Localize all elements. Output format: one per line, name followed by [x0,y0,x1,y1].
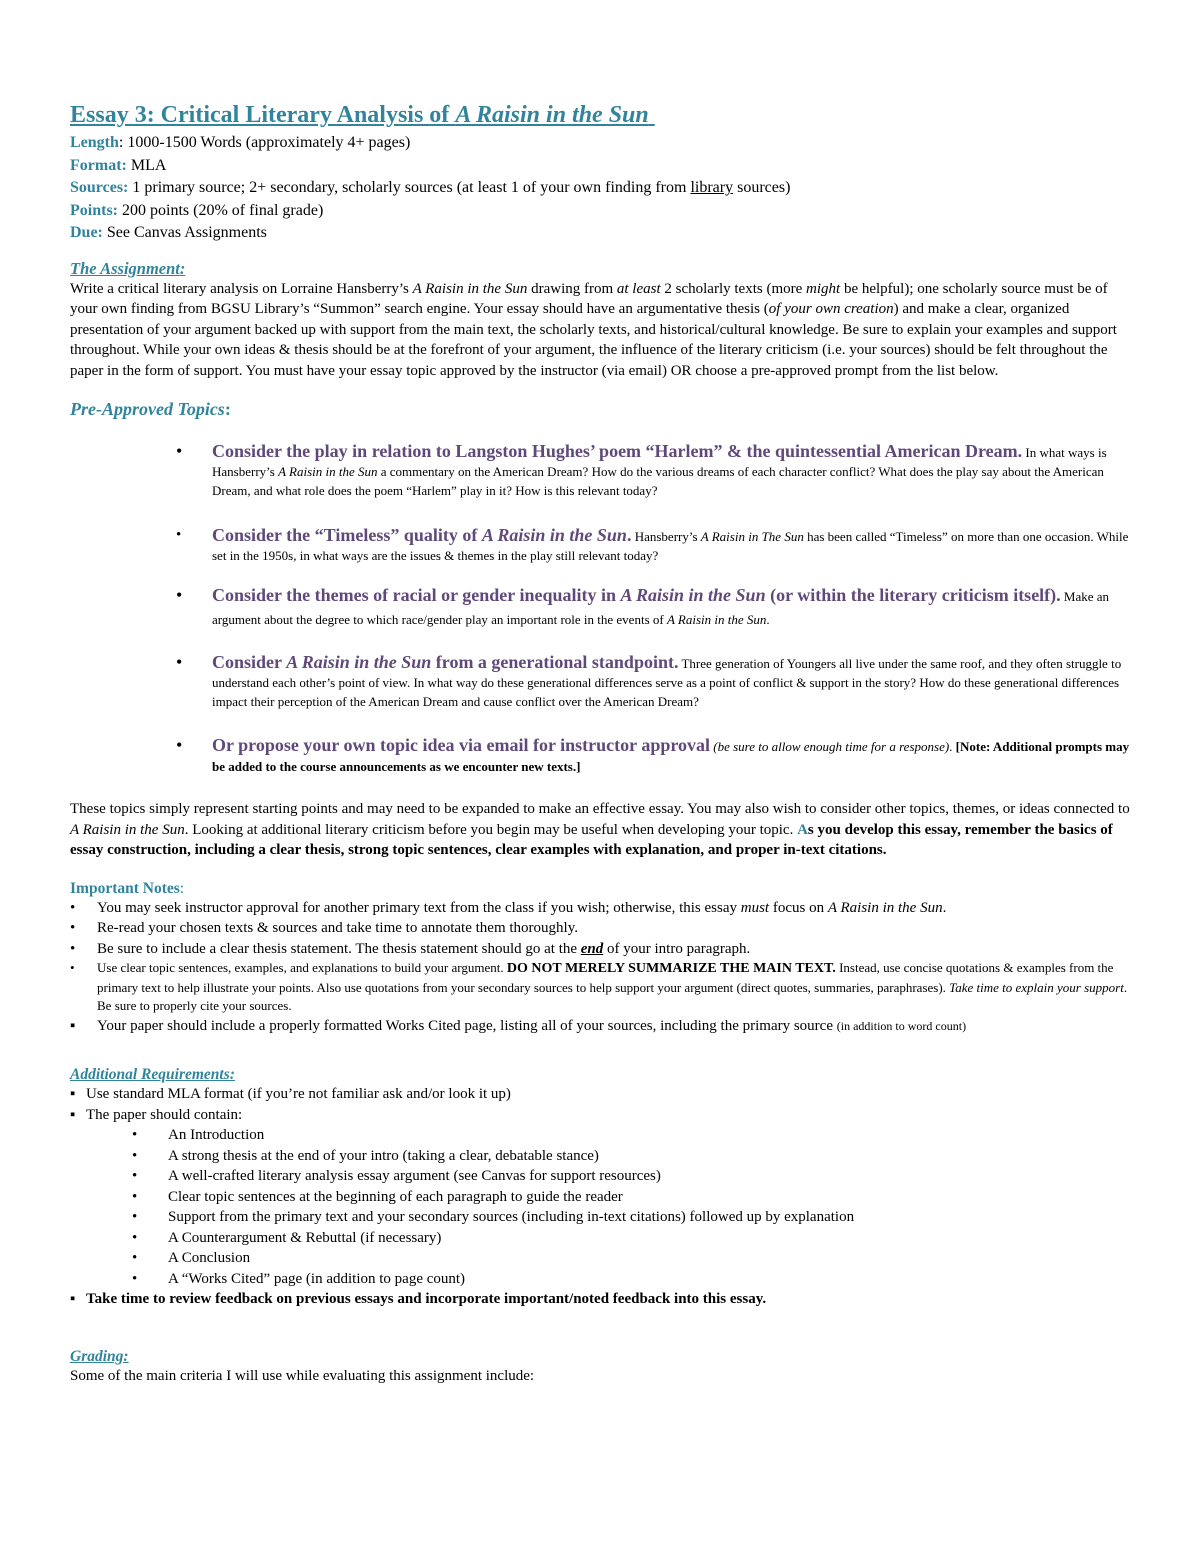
assignment-section [70,259,1130,382]
bullet-icon: • [176,527,182,543]
topic-item: • Consider the themes of racial or gender inequality in A Raisin in the Sun (or within the literary criticism itself). Make an argument about the degree to which race/gender play an important role in the events of A Raisin in the Sun. [176,585,1110,627]
grading-heading: Grading: [70,1347,129,1365]
meta-points: Points: 200 points (20% of final grade) [70,201,324,219]
topic-item: • Consider the play in relation to Langston Hughes’ poem “Harlem” & the quintessential American Dream. In what ways is Hansberry’s A Raisin in the Sun a commentary on the American Dream? How do the various dreams of each character conflict? What does the play say about the American Dream, and what role does the poem “Harlem” play in it? How is this relevant today? [176,441,1107,498]
note-item: • Re-read your chosen texts & sources and take time to annotate them thoroughly. [70,920,578,936]
notes-heading: Important Notes: [70,879,185,897]
topics-list [70,442,1130,777]
assignment-meta [70,132,1130,245]
notes-section [70,880,1130,1037]
note-item: • Use clear topic sentences, examples, and explanations to build your argument. DO NOT MERELY SUMMARIZE THE MAIN TEXT. Instead, use concise quotations & examples from the primary text to help illustrate your points. Also use quotations from your secondary sources to help support your argument (direct quotes, summaries, paraphrases). Take time to explain your support. Be sure to properly cite your sources. [70,960,1128,1013]
note-item: ▪ Your paper should include a properly formatted Works Cited page, listing all of your sources, including the primary source (in addition to word count) [70,1017,967,1034]
note-item: • Be sure to include a clear thesis statement. The thesis statement should go at the end of your intro paragraph. [70,940,751,957]
requirement-item: ▪ Use standard MLA format (if you’re not familiar ask and/or look it up) [70,1086,511,1102]
additional-heading: Additional Requirements: [70,1066,235,1083]
notes-list [70,898,1130,1037]
note-item: • You may seek instructor approval for another primary text from the class if you wish; otherwise, this essay must focus on A Raisin in the Sun. [70,899,947,916]
meta-format: Format: MLA [70,156,167,174]
additional-list [70,1084,1130,1125]
bullet-icon: • [176,735,183,755]
content-item: • A Conclusion [132,1250,251,1266]
content-item: • A strong thesis at the end of your intro (taking a clear, debatable stance) [132,1147,599,1164]
grading-section [70,1348,1130,1387]
grading-text: Some of the main criteria I will use while evaluating this assignment include: [70,1367,535,1384]
content-item: • A Counterargument & Rebuttal (if necessary) [132,1229,442,1246]
bullet-icon: • [176,652,183,672]
content-item: • A well-crafted literary analysis essay argument (see Canvas for support resources) [132,1168,661,1184]
closing-paragraph: These topics simply represent starting points and may need to be expanded to make an effective essay. You may also wish to consider other topics, themes, or ideas connected to A Raisin in the Sun. Looking at additional literary criticism before you begin may be useful when developing your topic. As you develop this essay, remember the basics of essay construction, including a clear thesis, strong topic sentences, clear examples with explanation, and proper in-text citations. [70,801,1130,858]
contents-list [70,1125,1130,1289]
meta-length: Length: 1000-1500 Words (approximately 4+ pages) [70,134,411,151]
topic-item: • Consider A Raisin in the Sun from a generational standpoint. Three generation of Youngers all live under the same roof, and they often struggle to understand each other’s point of view. In what way do these generational differences serve as a point of conflict & support in the story? How do these generational differences impact their perception of the American Dream and cause conflict over the American Dream? [176,652,1122,709]
page-title: Essay 3: Critical Literary Analysis of A Raisin in the Sun [70,102,649,128]
assignment-paragraph: Write a critical literary analysis on Lorraine Hansberry’s A Raisin in the Sun drawing from at least 2 scholarly texts (more might be helpful); one scholarly source must be of your own finding from BGSU Library’s “Summon” search engine. Your essay should have an argumentative thesis (of your own creation) and make a clear, organized presentation of your argument backed up with support from the main text, the scholarly texts, and historical/cultural knowledge. Be sure to explain your examples and support throughout. While your own ideas & thesis should be at the forefront of your argument, the influence of the literary criticism (i.e. your sources) should be felt throughout the paper in the form of support. You must have your essay topic approved by the instructor (via email) OR choose a pre-approved prompt from the list below. [70,280,1117,379]
topic-item: • Or propose your own topic idea via email for instructor approval (be sure to allow enough time for a response). [Note: Additional prompts may be added to the course announcements as we encounter new texts.] [176,735,1130,774]
topic-item: • Consider the “Timeless” quality of A Raisin in the Sun. Hansberry’s A Raisin in The Sun has been called “Timeless” on more than one occasion. While set in the 1950s, in what ways are the issues & themes in the play still relevant today? [176,525,1129,563]
assignment-heading: The Assignment: [70,258,186,278]
feedback-requirement: ▪ Take time to review feedback on previous essays and incorporate important/noted feedback into this essay. [70,1291,767,1307]
meta-due: Due: See Canvas Assignments [70,224,267,241]
content-item: • An Introduction [132,1127,265,1143]
topics-heading: Pre-Approved Topics: [70,399,231,419]
additional-section [70,1066,1130,1310]
meta-sources: Sources: 1 primary source; 2+ secondary, scholarly sources (at least 1 of your own finding from library sources) [70,179,791,196]
bullet-icon: • [176,441,183,461]
content-item: • A “Works Cited” page (in addition to page count) [132,1270,466,1287]
library-link[interactable]: library [690,179,734,196]
content-item: • Support from the primary text and your secondary sources (including in-text citations) followed up by explanation [132,1209,855,1225]
bullet-icon: • [176,585,183,605]
content-item: • Clear topic sentences at the beginning of each paragraph to guide the reader [132,1188,623,1205]
requirement-item: ▪ The paper should contain: [70,1106,243,1123]
document-page [70,100,1130,1386]
